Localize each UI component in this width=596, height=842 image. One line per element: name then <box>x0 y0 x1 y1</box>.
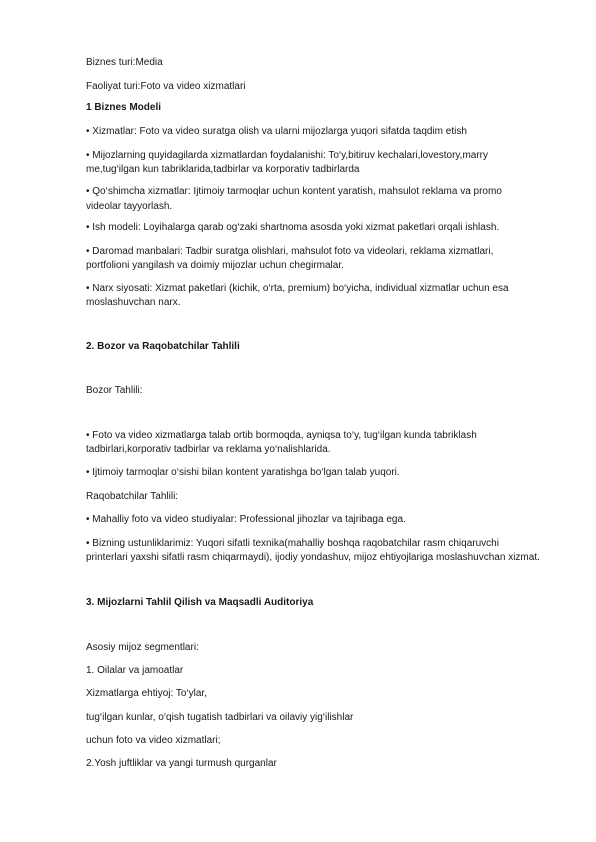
segment-families-events: tug‘ilgan kunlar, o‘qish tugatish tadbirlari va oilaviy yig‘ilishlar <box>86 712 354 723</box>
bullet-extra-services-2: videolar tayyorlash. <box>86 201 173 212</box>
subheading-market-analysis: Bozor Tahlili: <box>86 385 143 396</box>
section-heading-clients: 3. Mijozlarni Tahlil Qilish va Maqsadli Auditoriya <box>86 597 314 608</box>
bullet-pricing-2: moslashuvchan narx. <box>86 297 181 308</box>
bullet-social-growth: • Ijtimoiy tarmoqlar o‘sishi bilan kontent yaratishga bo‘lgan talab yuqori. <box>86 467 400 478</box>
bullet-pricing-1: • Narx siyosati: Xizmat paketlari (kichik, o‘rta, premium) bo‘yicha, individual xizmatlar uchun esa <box>86 283 509 294</box>
bullet-revenue-1: • Daromad manbalari: Tadbir suratga olishlari, mahsulot foto va videolari, reklama xizmatlari, <box>86 246 494 257</box>
bullet-market-demand-1: • Foto va video xizmatlarga talab ortib bormoqda, ayniqsa to‘y, tug‘ilgan kunda tabriklash <box>86 430 477 441</box>
segment-families-needs: Xizmatlarga ehtiyoj: To‘ylar, <box>86 688 207 699</box>
bullet-services: • Xizmatlar: Foto va video suratga olish va ularni mijozlarga yuqori sifatda taqdim etish <box>86 126 467 137</box>
bullet-revenue-2: portfolioni yangilash va doimiy mijozlar uchun chegirmalar. <box>86 260 344 271</box>
bullet-extra-services-1: • Qo‘shimcha xizmatlar: Ijtimoiy tarmoqlar uchun kontent yaratish, mahsulot reklama va promo <box>86 186 502 197</box>
subheading-segments: Asosiy mijoz segmentlari: <box>86 642 199 653</box>
bullet-advantages-2: printerlari yaxshi sifatli rasm chiqarmaydi), ijodiy yondashuv, mijoz ehtiyojlariga moslashuvchan xizmat. <box>86 552 540 563</box>
bullet-work-model: • Ish modeli: Loyihalarga qarab og‘zaki shartnoma asosda yoki xizmat paketlari orqali ishlash. <box>86 222 500 233</box>
segment-young-couples: 2.Yosh juftliklar va yangi turmush qurganlar <box>86 758 277 769</box>
activity-type-line: Faoliyat turi:Foto va video xizmatlari <box>86 81 246 92</box>
bullet-local-studios: • Mahalliy foto va video studiyalar: Professional jihozlar va tajribaga ega. <box>86 514 406 525</box>
bullet-advantages-1: • Bizning ustunliklarimiz: Yuqori sifatli texnika(mahalliy boshqa raqobatchilar rasm chiqaruvchi <box>86 538 499 549</box>
segment-families-services: uchun foto va video xizmatlari; <box>86 735 221 746</box>
business-type-line: Biznes turi:Media <box>86 57 163 68</box>
section-heading-market: 2. Bozor va Raqobatchilar Tahlili <box>86 341 240 352</box>
subheading-competitors: Raqobatchilar Tahlili: <box>86 491 179 502</box>
bullet-market-demand-2: tadbirlari,korporativ tadbirlar va reklama yo‘nalishlarida. <box>86 444 331 455</box>
segment-families: 1. Oilalar va jamoatlar <box>86 665 184 676</box>
section-heading-business-model: 1 Biznes Modeli <box>86 102 162 113</box>
bullet-client-usage-2: me,tug‘ilgan kun tabriklarida,tadbirlar va korporativ tadbirlarda <box>86 164 360 175</box>
bullet-client-usage-1: • Mijozlarning quyidagilarda xizmatlardan foydalanishi: To‘y,bitiruv kechalari,lovestory,marry <box>86 150 489 161</box>
